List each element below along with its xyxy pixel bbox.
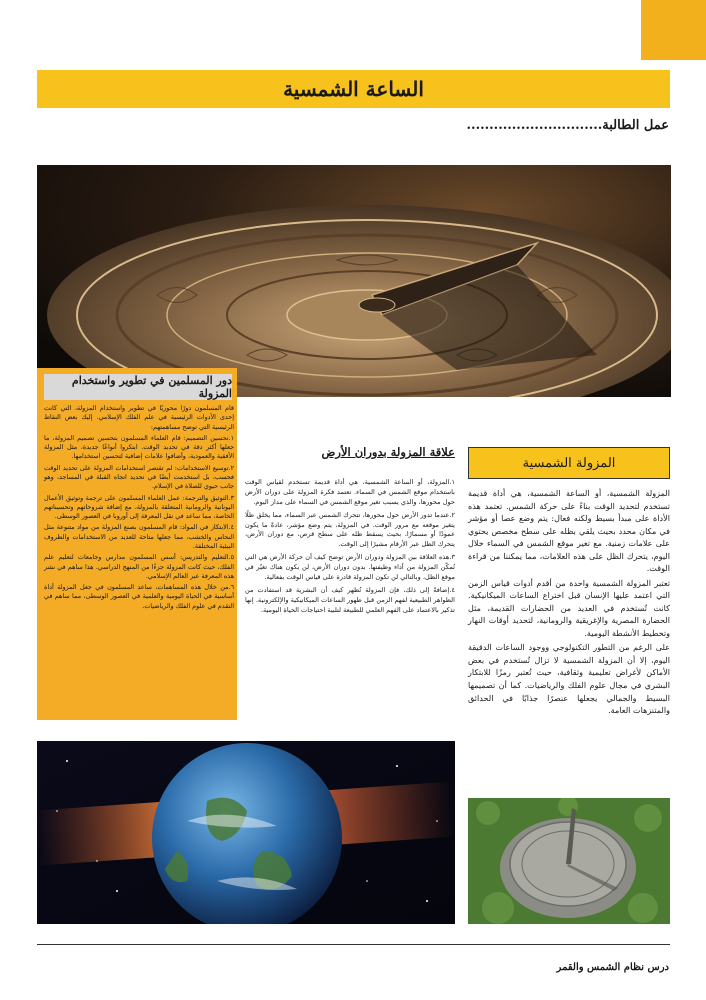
- orange-paragraph: ٦.من خلال هذه المساهمات، ساعد المسلمون في جعل المزولة أداة أساسية في الحياة اليومية والعلمية في العصور الوسطى، مما ساهم في التقدم في علوم الفلك والرياضيات.: [44, 583, 234, 610]
- middle-paragraph: ٢.عندما تدور الأرض حول محورها، تتحرك الشمس عبر السماء، مما يخلق ظلًا يتغير موقعه مع مرور الوقت. في المزولة، يتم وضع مؤشر، عادةً ما يكون عمودًا أو مسمارًا، بحيث يسقط ظله على سطح قرص، مع دوران الأرض، يتحرك الظل عبر الأرقام مشيرًا إلى الوقت.: [245, 510, 455, 549]
- earth-image: [37, 741, 455, 924]
- orange-paragraph: ٣.التوثيق والترجمة: عمل العلماء المسلمون على ترجمة وتوثيق الأعمال اليونانية والرومانية المتعلقة بالمزولة، مع إضافة شروحاتهم وتحسيناتهم الخاصة، مما ساعد في نقل المعرفة إلى أوروبا في العصور الوسطى.: [44, 493, 234, 521]
- right-paragraph: على الرغم من التطور التكنولوجي ووجود الساعات الدقيقة اليوم، إلا أن المزولة الشمسية لا تزال تُستخدم في بعض الأماكن لأغراض تعليمية وثقافية، حيث تُعتبر رمزًا للابتكار البشري في مجال علوم الفلك والرياضيات. كما أن تصميمها البسيط والجمالي يجعلها عنصرًا جذابًا في الحدائق والمتنزهات العامة.: [468, 642, 670, 716]
- sundial-hero-illustration: [37, 165, 671, 397]
- sundial-hero-image: [37, 165, 671, 397]
- middle-paragraph: ٣.هذه العلاقة بين المزولة ودوران الأرض توضح كيف أن حركة الأرض هي التي تُمكّن المزولة من أداء وظيفتها. بدون دوران الأرض، لن يكون هناك تغيّر في موقع الظل، وبالتالي لن تكون المزولة قادرة على قياس الوقت بفعالية.: [245, 553, 455, 582]
- middle-text: [245, 478, 455, 619]
- corner-accent: [641, 0, 706, 60]
- right-heading: المزولة الشمسية: [468, 447, 670, 479]
- footer-text: درس نظام الشمس والقمر: [556, 962, 669, 973]
- right-paragraph: المزولة الشمسية، أو الساعة الشمسية، هي أداة قديمة تستخدم لتحديد الوقت بناءً على حركة الشمس. تعتمد هذه الأداة على مبدأ بسيط ولكنه فعال: يتم وضع عصا أو مؤشر في مكان محدد بحيث يلقي بظله على سطح مخصص يحتوي على علامات زمنية. مع تغير موقع الشمس في السماء خلال اليوم، يتحرك الظل على هذه العلامات، مما يمكننا من قراءة الوقت.: [468, 488, 670, 574]
- middle-heading: علاقة المزولة بدوران الأرض: [321, 445, 455, 459]
- orange-paragraph: ٢.توسيع الاستخدامات: لم تقتصر استخدامات المزولة على تحديد الوقت فحسب، بل استخدمت أيضًا في تحديد اتجاه القبلة في المساجد، وهو جانب حيوي للصلاة في الإسلام.: [44, 463, 234, 491]
- earth-illustration: [37, 741, 455, 924]
- student-line: عمل الطالبة..............................: [466, 118, 669, 133]
- orange-box-text: [44, 404, 234, 613]
- page-title: الساعة الشمسية: [283, 77, 424, 101]
- footer-divider: [37, 944, 670, 945]
- orange-box-heading: دور المسلمين في تطوير واستخدام المزولة: [44, 374, 232, 400]
- right-text: [468, 487, 670, 719]
- middle-paragraph: ٤.إضافةً إلى ذلك، فإن المزولة تُظهر كيف أن البشرية قد استفادت من الظواهر الطبيعية لفهم الزمن قبل ظهور الساعات الميكانيكية والإلكترونية. إنها تذكير بالاعتماد على الفهم العلمي للطبيعة لتلبية احتياجات الحياة اليومية.: [245, 585, 455, 614]
- title-bar: [37, 70, 670, 108]
- orange-paragraph: ١.تحسين التصميم: قام العلماء المسلمون بتحسين تصميم المزولة، ما جعلها أكثر دقة في تحديد الوقت. ابتكروا أنواعًا جديدة، مثل المزولة الأفقية والعمودية، وأضافوا علامات إضافية لتحسين استخدامها.: [44, 433, 234, 461]
- garden-sundial-illustration: [468, 798, 670, 924]
- orange-paragraph: قام المسلمون دورًا محوريًا في تطوير واستخدام المزولة، التي كانت إحدى الأدوات الرئيسية في علم الفلك الإسلامي. إليك بعض النقاط الرئيسية التي توضح مساهمتهم:: [44, 404, 234, 431]
- orange-paragraph: ٤.الابتكار في المواد: قام المسلمون بصنع المزولة من مواد متنوعة مثل النحاس والخشب، مما جعلها متاحة للعديد من الاستخدامات والظروف البيئية المختلفة.: [44, 523, 234, 550]
- right-paragraph: تعتبر المزولة الشمسية واحدة من أقدم أدوات قياس الزمن التي اعتمد عليها الإنسان قبل اختراع الساعات الميكانيكية. كانت تُستخدم في العديد من الحضارات القديمة، مثل الحضارة المصرية والإغريقية والرومانية، لتحديد أوقات النهار وتخطيط الأنشطة اليومية.: [468, 577, 670, 638]
- middle-paragraph: ١.المزولة، أو الساعة الشمسية، هي أداة قديمة تستخدم لقياس الوقت باستخدام موقع الشمس في السماء. تعتمد فكرة المزولة على دوران الأرض حول محورها، والذي يسبب تغير موقع الشمس في السماء على مدار اليوم.: [245, 478, 455, 506]
- garden-sundial-image: [468, 798, 670, 924]
- orange-paragraph: ٥.التعليم والتدريس: أسس المسلمون مدارس وجامعات لتعليم علم الفلك، حيث كانت المزولة جزءًا من المنهج الدراسي. هذا ساهم في نشر هذه المعرفة عبر العالم الإسلامي.: [44, 553, 234, 580]
